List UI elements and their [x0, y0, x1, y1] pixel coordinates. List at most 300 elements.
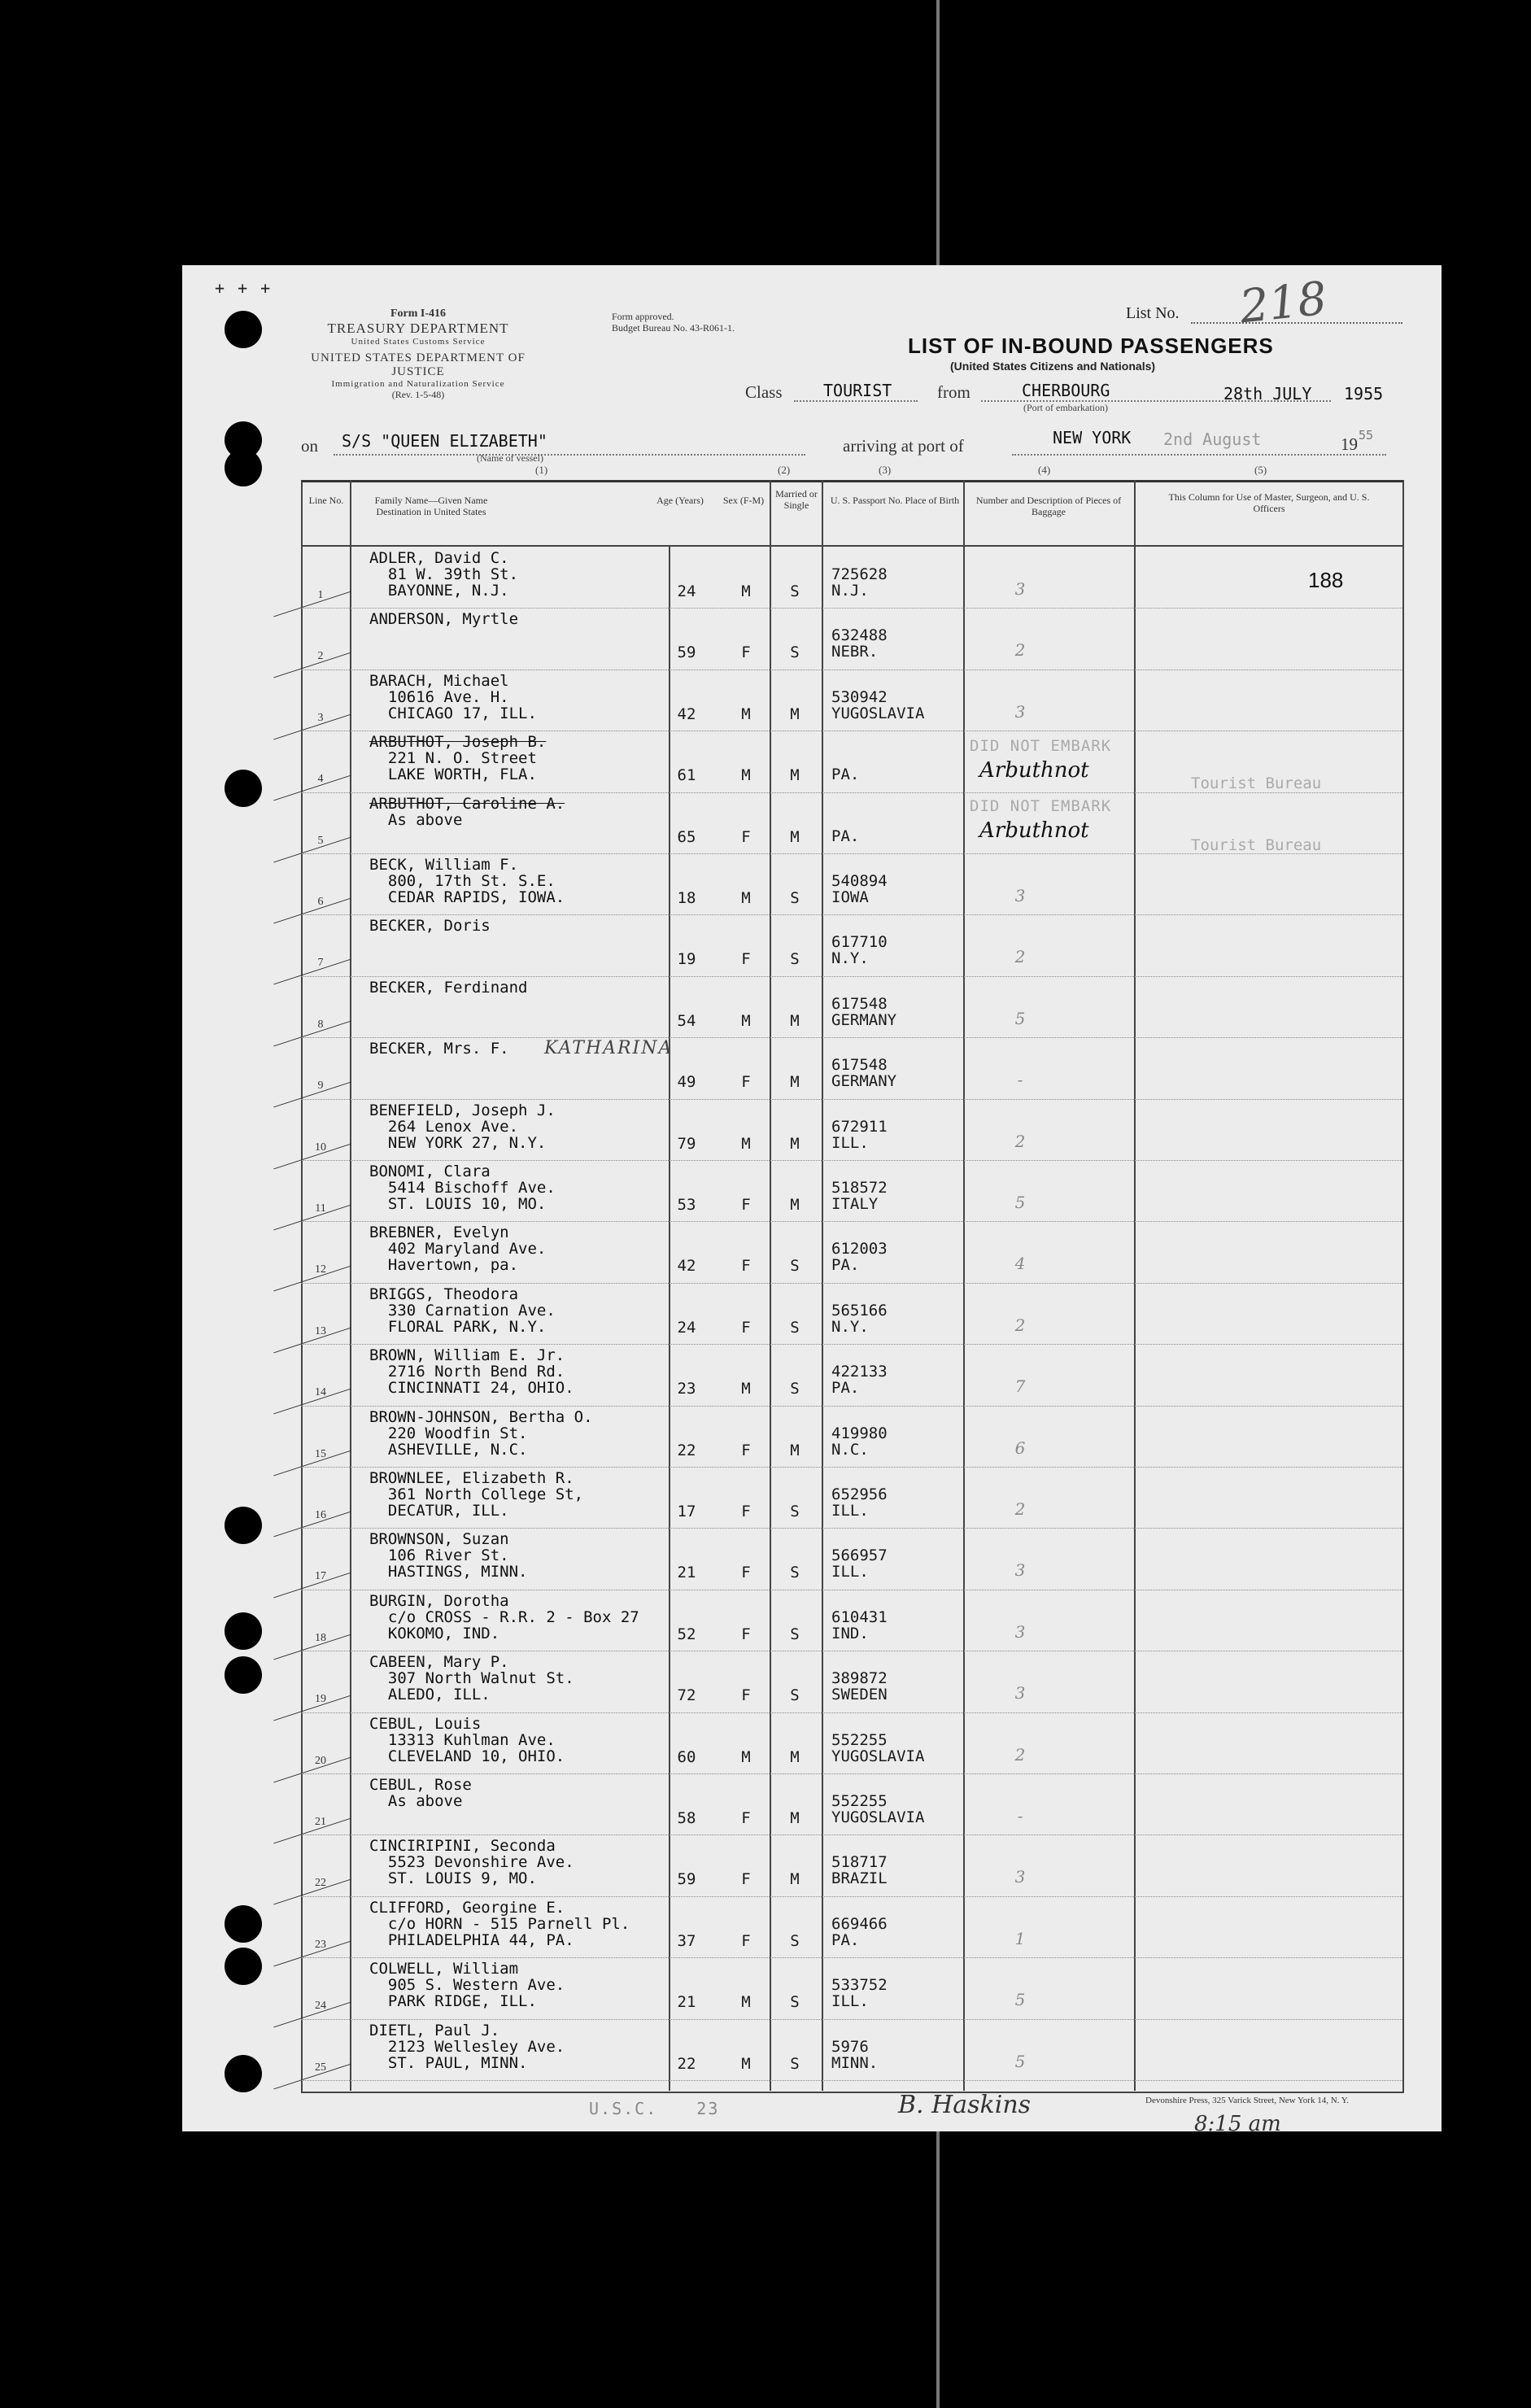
- baggage-count: 5: [1014, 1193, 1026, 1212]
- row-divider: [301, 1037, 1402, 1038]
- immigration-service: Immigration and Naturalization Service: [331, 379, 505, 389]
- row-divider: [301, 1773, 1402, 1774]
- passenger-sex: F: [741, 1441, 751, 1459]
- passenger-address: c/o HORN - 515 Parnell Pl.: [369, 1914, 630, 1933]
- passport-number: 422133: [831, 1363, 888, 1381]
- manifest-sheet: [182, 265, 1442, 2136]
- form-number: Form I-416: [390, 308, 447, 320]
- line-number: 15: [315, 1447, 326, 1460]
- passport-number: 565166: [831, 1301, 888, 1320]
- usc-number: 23: [696, 2099, 720, 2118]
- marital-status: S: [790, 950, 800, 969]
- passport-number: 389872: [831, 1669, 888, 1688]
- binder-hole: [225, 1656, 262, 1694]
- baggage-count: 2: [1014, 1131, 1026, 1151]
- marital-status: M: [790, 1809, 800, 1827]
- baggage-count: 2: [1014, 1499, 1026, 1519]
- passport-number: 419980: [831, 1424, 888, 1442]
- passenger-sex: M: [741, 705, 751, 723]
- passenger-city: KOKOMO, IND.: [369, 1624, 500, 1642]
- line-number: 12: [315, 1263, 326, 1276]
- passenger-city: NEW YORK 27, N.Y.: [369, 1133, 547, 1152]
- passenger-age: 53: [677, 1196, 696, 1214]
- passenger-sex: F: [741, 950, 751, 969]
- binder-hole: [225, 311, 262, 348]
- line-number: 19: [315, 1693, 326, 1706]
- passenger-city: LAKE WORTH, FLA.: [369, 766, 537, 784]
- passenger-address: As above: [369, 1792, 463, 1810]
- place-of-birth: SWEDEN: [831, 1686, 888, 1704]
- passport-number: 530942: [831, 687, 888, 706]
- passenger-sex: M: [741, 1993, 751, 2012]
- baggage-count: -: [1017, 1070, 1023, 1090]
- justice-block: [296, 351, 540, 401]
- from-label: from: [937, 382, 971, 402]
- marital-status: S: [790, 1931, 800, 1950]
- row-divider: [301, 1283, 1402, 1284]
- passport-number: 617710: [831, 933, 888, 952]
- passenger-address: 307 North Walnut St.: [369, 1669, 574, 1688]
- departure-date: 28th JULY: [1223, 384, 1312, 404]
- col-head-age: Age (Years): [656, 495, 704, 506]
- list-no-label: List No.: [1126, 304, 1180, 322]
- document-title: LIST OF IN-BOUND PASSENGERS: [908, 334, 1274, 358]
- passport-number: 617548: [831, 994, 888, 1013]
- passenger-name: BROWNSON, Suzan: [369, 1530, 509, 1549]
- vessel-line: [334, 454, 805, 456]
- passenger-address: 221 N. O. Street: [369, 749, 537, 768]
- passenger-name: CLIFFORD, Georgine E.: [369, 1898, 565, 1917]
- passenger-sex: F: [741, 1257, 751, 1276]
- passenger-age: 21: [677, 1993, 696, 2012]
- arrival-port: NEW YORK: [1053, 428, 1132, 447]
- place-of-birth: BRAZIL: [831, 1869, 888, 1888]
- passenger-city: ST. PAUL, MINN.: [369, 2053, 528, 2072]
- row-divider: [301, 2019, 1402, 2020]
- binder-hole: [225, 1612, 262, 1650]
- passenger-name: BECKER, Doris: [369, 917, 491, 936]
- from-value: CHERBOURG: [1022, 381, 1110, 400]
- place-of-birth: PA.: [831, 1930, 860, 1949]
- row-divider: [301, 1406, 1402, 1407]
- place-of-birth: YUGOSLAVIA: [831, 704, 925, 722]
- line-number: 5: [317, 834, 324, 847]
- passport-number: 540894: [831, 872, 888, 890]
- marital-status: M: [790, 766, 800, 785]
- line-number: 11: [315, 1202, 326, 1215]
- row-divider: [301, 1160, 1402, 1161]
- passenger-sex: M: [741, 1380, 751, 1398]
- binder-hole: [225, 1507, 262, 1544]
- passenger-address: 800, 17th St. S.E.: [369, 872, 556, 890]
- printer-imprint: Devonshire Press, 325 Varick Street, New York 14, N. Y.: [1145, 2096, 1350, 2105]
- passenger-sex: F: [741, 1318, 751, 1337]
- departure-year: 1955: [1344, 384, 1384, 404]
- treasury-department: TREASURY DEPARTMENT: [327, 321, 509, 336]
- passenger-name: CABEEN, Mary P.: [369, 1653, 509, 1672]
- passenger-age: 79: [677, 1134, 696, 1153]
- passport-number: 552255: [831, 1730, 888, 1749]
- line-number: 8: [317, 1018, 324, 1031]
- line-number: 4: [317, 773, 324, 786]
- revision-date: (Rev. 1-5-48): [391, 389, 445, 400]
- passenger-city: PHILADELPHIA 44, PA.: [369, 1930, 574, 1949]
- passport-number: 552255: [831, 1792, 888, 1810]
- passport-number: 533752: [831, 1976, 888, 1995]
- passenger-name: ARBUTHOT, Caroline A.: [369, 794, 565, 813]
- col-head-name: Family Name—Given Name Destination in United States: [374, 495, 488, 517]
- arrival-year-prefix: 19: [1341, 434, 1358, 454]
- marital-status: M: [790, 827, 800, 846]
- passport-number: 610431: [831, 1608, 888, 1626]
- marital-status: S: [790, 582, 800, 600]
- passenger-city: CHICAGO 17, ILL.: [369, 704, 537, 722]
- passenger-age: 21: [677, 1564, 696, 1582]
- footer-usc: [589, 2099, 719, 2118]
- place-of-birth: ILL.: [831, 1992, 869, 2011]
- binder-hole: [225, 2055, 262, 2092]
- passenger-sex: F: [741, 1686, 751, 1705]
- passenger-sex: F: [741, 1809, 751, 1827]
- baggage-count: 3: [1014, 701, 1026, 722]
- baggage-count: 3: [1014, 886, 1026, 905]
- passenger-address: 361 North College St,: [369, 1485, 584, 1503]
- marital-status: S: [790, 1625, 800, 1643]
- passenger-sex: F: [741, 1073, 751, 1092]
- binder-hole: [225, 1905, 262, 1943]
- arrival-year: 55: [1359, 428, 1374, 443]
- baggage-count: 3: [1014, 1621, 1026, 1642]
- passenger-city: Havertown, pa.: [369, 1256, 519, 1275]
- did-not-embark-stamp: DID NOT EMBARK: [970, 737, 1112, 755]
- passenger-name: BROWNLEE, Elizabeth R.: [369, 1469, 574, 1487]
- passenger-sex: M: [741, 582, 751, 600]
- passenger-sex: M: [741, 766, 751, 785]
- passenger-age: 17: [677, 1503, 696, 1520]
- place-of-birth: GERMANY: [831, 1010, 897, 1029]
- row-divider: [301, 1957, 1402, 1958]
- marital-status: M: [790, 1196, 800, 1214]
- corner-mark: + + +: [215, 278, 273, 298]
- officer-signature: B. Haskins: [898, 2091, 1032, 2119]
- passenger-address: As above: [369, 810, 463, 829]
- col-divider: [1134, 480, 1136, 2091]
- passenger-city: BAYONNE, N.J.: [369, 582, 509, 600]
- passenger-name: BROWN, William E. Jr.: [369, 1346, 565, 1365]
- list-number: 218: [1237, 272, 1329, 334]
- passenger-address: 13313 Kuhlman Ave.: [369, 1730, 556, 1749]
- vessel-note: (Name of vessel): [477, 452, 543, 464]
- marital-status: S: [790, 1503, 800, 1520]
- col-head-passport: U. S. Passport No. Place of Birth: [830, 495, 960, 506]
- passenger-age: 24: [677, 582, 696, 600]
- baggage-count: 3: [1014, 1560, 1026, 1581]
- passenger-name: CINCIRIPINI, Seconda: [369, 1837, 556, 1856]
- passenger-name: CEBUL, Louis: [369, 1714, 482, 1733]
- baggage-count: 3: [1014, 1867, 1026, 1887]
- passenger-sex: M: [741, 1134, 751, 1153]
- passenger-name: CEBUL, Rose: [369, 1776, 472, 1794]
- line-number: 2: [317, 650, 324, 663]
- line-number: 20: [315, 1754, 326, 1767]
- did-not-embark-stamp: DID NOT EMBARK: [970, 797, 1112, 815]
- passenger-name: BENEFIELD, Joseph J.: [369, 1101, 556, 1119]
- customs-service: United States Customs Service: [351, 337, 486, 347]
- passenger-sex: M: [741, 1011, 751, 1030]
- marital-status: S: [790, 1318, 800, 1337]
- passenger-age: 23: [677, 1380, 696, 1398]
- binder-hole: [225, 449, 262, 486]
- line-number: 1: [317, 589, 324, 601]
- marital-status: S: [790, 1564, 800, 1582]
- passenger-age: 59: [677, 1870, 696, 1889]
- col-number-3: (3): [879, 464, 892, 476]
- place-of-birth: N.Y.: [831, 1317, 869, 1336]
- place-of-birth: PA.: [831, 1256, 860, 1275]
- col-divider: [822, 480, 823, 2091]
- line-number: 13: [315, 1324, 326, 1337]
- port-embark-note: (Port of embarkation): [1023, 402, 1108, 413]
- col-head-officers: This Column for Use of Master, Surgeon, and U. S. Officers: [1168, 491, 1370, 514]
- baggage-count: 2: [1014, 947, 1026, 967]
- passenger-name: BECKER, Ferdinand: [369, 978, 528, 997]
- baggage-count: 5: [1014, 1990, 1026, 2010]
- col-head-sex: Sex (F-M): [722, 495, 765, 506]
- arrival-line: [1012, 454, 1386, 456]
- line-number: 23: [315, 1938, 326, 1951]
- passport-number: 518717: [831, 1853, 888, 1872]
- passenger-age: 52: [677, 1625, 696, 1643]
- row-divider: [301, 1221, 1402, 1222]
- baggage-count: 1: [1014, 1928, 1026, 1948]
- passenger-name: BECKER, Mrs. F.: [369, 1040, 509, 1058]
- form-approved: [612, 311, 735, 334]
- row-divider: [301, 976, 1402, 977]
- row-divider: [301, 2080, 1402, 2081]
- baggage-count: 3: [1014, 579, 1026, 599]
- line-number: 18: [315, 1631, 326, 1644]
- place-of-birth: GERMANY: [831, 1072, 897, 1091]
- passenger-age: 72: [677, 1686, 696, 1705]
- passenger-name: BRIGGS, Theodora: [369, 1285, 519, 1303]
- passenger-name: BARACH, Michael: [369, 671, 509, 690]
- bureau-stamp: Tourist Bureau: [1191, 774, 1322, 792]
- passenger-city: PARK RIDGE, ILL.: [369, 1992, 537, 2011]
- passenger-address: 330 Carnation Ave.: [369, 1301, 556, 1320]
- passenger-address: 2123 Wellesley Ave.: [369, 2037, 565, 2056]
- passport-number: 5976: [831, 2037, 869, 2056]
- passport-number: 669466: [831, 1914, 888, 1933]
- marital-status: M: [790, 1011, 800, 1030]
- line-number: 17: [315, 1570, 326, 1583]
- passenger-age: 58: [677, 1809, 696, 1827]
- class-line: [794, 400, 918, 402]
- line-number: 14: [315, 1386, 326, 1399]
- arrival-date: 2nd August: [1163, 430, 1262, 449]
- passenger-sex: F: [741, 643, 751, 662]
- passenger-sex: M: [741, 2054, 751, 2073]
- marital-status: S: [790, 643, 800, 662]
- passenger-age: 61: [677, 766, 696, 785]
- header-rule: [301, 545, 1402, 547]
- passenger-age: 24: [677, 1318, 696, 1337]
- binder-hole: [225, 1948, 262, 1985]
- baggage-count: 5: [1014, 2051, 1026, 2071]
- col-number-5: (5): [1254, 464, 1267, 476]
- passenger-address: 5523 Devonshire Ave.: [369, 1853, 574, 1872]
- line-number: 10: [315, 1141, 326, 1154]
- col-divider: [770, 480, 771, 2091]
- row-divider: [301, 1834, 1402, 1835]
- agency-block: [296, 308, 540, 347]
- passenger-name: COLWELL, William: [369, 1960, 519, 1978]
- passenger-address: 5414 Bischoff Ave.: [369, 1179, 556, 1197]
- baggage-count: 4: [1014, 1254, 1026, 1274]
- passenger-sex: F: [741, 1196, 751, 1214]
- passenger-city: FLORAL PARK, N.Y.: [369, 1317, 547, 1336]
- passenger-city: CLEVELAND 10, OHIO.: [369, 1747, 565, 1765]
- passenger-sex: M: [741, 889, 751, 907]
- col-divider: [350, 480, 351, 2091]
- passport-number: 652956: [831, 1485, 888, 1503]
- marital-status: M: [790, 1870, 800, 1889]
- passenger-name: ANDERSON, Myrtle: [369, 610, 519, 629]
- place-of-birth: IOWA: [831, 888, 869, 906]
- passenger-address: c/o CROSS - R.R. 2 - Box 27: [369, 1608, 639, 1626]
- marital-status: S: [790, 1257, 800, 1276]
- marital-status: M: [790, 1441, 800, 1459]
- baggage-count: 5: [1014, 1008, 1026, 1028]
- place-of-birth: NEBR.: [831, 643, 879, 661]
- col-number-2: (2): [778, 464, 791, 476]
- row-divider: [301, 914, 1402, 915]
- passenger-name: DIETL, Paul J.: [369, 2021, 500, 2039]
- form-approved-label: Form approved.: [612, 311, 674, 322]
- baggage-count: 3: [1014, 1683, 1026, 1703]
- passenger-name: BECK, William F.: [369, 856, 519, 874]
- arriving-label: arriving at port of: [843, 436, 964, 456]
- passenger-name: BREBNER, Evelyn: [369, 1224, 509, 1242]
- passport-number: 672911: [831, 1117, 888, 1136]
- binder-hole: [225, 770, 262, 807]
- line-number: 24: [315, 2000, 326, 2013]
- passenger-age: 54: [677, 1011, 696, 1030]
- passenger-address: 81 W. 39th St.: [369, 565, 519, 583]
- place-of-birth: N.Y.: [831, 949, 869, 968]
- line-number: 7: [317, 957, 324, 970]
- marital-status: S: [790, 1380, 800, 1398]
- passenger-age: 37: [677, 1931, 696, 1950]
- baggage-count: 6: [1014, 1437, 1026, 1458]
- place-of-birth: YUGOSLAVIA: [831, 1808, 925, 1826]
- passenger-sex: F: [741, 827, 751, 846]
- passenger-sex: F: [741, 1564, 751, 1582]
- passenger-address: 264 Lenox Ave.: [369, 1117, 519, 1136]
- line-number: 9: [317, 1080, 324, 1093]
- passenger-address: 10616 Ave. H.: [369, 687, 509, 706]
- passenger-address: 220 Woodfin St.: [369, 1424, 528, 1442]
- baggage-count: 7: [1014, 1376, 1026, 1397]
- passenger-name: BURGIN, Dorotha: [369, 1591, 509, 1610]
- passport-number: 617548: [831, 1056, 888, 1075]
- place-of-birth: MINN.: [831, 2053, 879, 2072]
- class-value: TOURIST: [823, 381, 892, 400]
- passenger-name: BROWN-JOHNSON, Bertha O.: [369, 1407, 593, 1426]
- marital-status: M: [790, 1747, 800, 1766]
- passport-number: 725628: [831, 565, 888, 583]
- col-number-4: (4): [1038, 464, 1051, 476]
- line-number: 21: [315, 1816, 326, 1828]
- place-of-birth: ILL.: [831, 1502, 869, 1520]
- place-of-birth: N.C.: [831, 1440, 869, 1459]
- passport-number: 612003: [831, 1240, 888, 1259]
- baggage-count: -: [1017, 1806, 1023, 1826]
- arbuthnot-signature: Arbuthnot: [979, 818, 1089, 843]
- arbuthnot-signature: Arbuthnot: [979, 758, 1089, 783]
- marital-status: M: [790, 1134, 800, 1153]
- passport-number: 632488: [831, 626, 888, 645]
- line-number: 16: [315, 1509, 326, 1521]
- passenger-city: CINCINNATI 24, OHIO.: [369, 1379, 574, 1398]
- passenger-age: 42: [677, 705, 696, 723]
- row-divider: [301, 1099, 1402, 1100]
- passenger-address: 905 S. Western Ave.: [369, 1976, 565, 1995]
- passenger-sex: F: [741, 1870, 751, 1889]
- row-divider: [301, 608, 1402, 609]
- passenger-age: 59: [677, 643, 696, 662]
- passenger-address: 2716 North Bend Rd.: [369, 1363, 565, 1381]
- marital-status: S: [790, 1993, 800, 2012]
- place-of-birth: ILL.: [831, 1563, 869, 1581]
- baggage-count: 2: [1014, 1744, 1026, 1765]
- col-number-1: (1): [535, 464, 548, 476]
- line-number: 3: [317, 711, 324, 724]
- col-head-line: Line No.: [308, 495, 344, 506]
- passenger-age: 22: [677, 2054, 696, 2073]
- marital-status: S: [790, 2054, 800, 2073]
- passenger-age: 22: [677, 1441, 696, 1459]
- place-of-birth: N.J.: [831, 582, 869, 600]
- baggage-count: 2: [1014, 1315, 1026, 1335]
- official-number: 188: [1308, 568, 1344, 592]
- passenger-sex: M: [741, 1747, 751, 1766]
- bureau-stamp: Tourist Bureau: [1191, 836, 1322, 854]
- passenger-city: ALEDO, ILL.: [369, 1686, 491, 1704]
- passport-number: 566957: [831, 1546, 888, 1565]
- document-subtitle: (United States Citizens and Nationals): [950, 360, 1156, 373]
- passenger-address: 106 River St.: [369, 1546, 509, 1565]
- passenger-address: 402 Maryland Ave.: [369, 1240, 547, 1259]
- passenger-age: 18: [677, 889, 696, 907]
- place-of-birth: PA.: [831, 827, 860, 845]
- passenger-name: ARBUTHOT, Joseph B.: [369, 733, 547, 752]
- place-of-birth: IND.: [831, 1624, 869, 1642]
- place-of-birth: ILL.: [831, 1133, 869, 1152]
- passenger-age: 60: [677, 1747, 696, 1766]
- row-divider: [301, 1712, 1402, 1713]
- line-number: 22: [315, 1877, 326, 1890]
- passenger-city: DECATUR, ILL.: [369, 1502, 509, 1520]
- row-divider: [301, 1467, 1402, 1468]
- passenger-sex: F: [741, 1503, 751, 1520]
- place-of-birth: PA.: [831, 1379, 860, 1398]
- col-divider: [963, 480, 965, 2091]
- passenger-name: BONOMI, Clara: [369, 1163, 491, 1180]
- passenger-sex: F: [741, 1625, 751, 1643]
- passport-number: 518572: [831, 1179, 888, 1197]
- line-number: 6: [317, 896, 324, 908]
- col-head-baggage: Number and Description of Pieces of Baggage: [975, 495, 1122, 517]
